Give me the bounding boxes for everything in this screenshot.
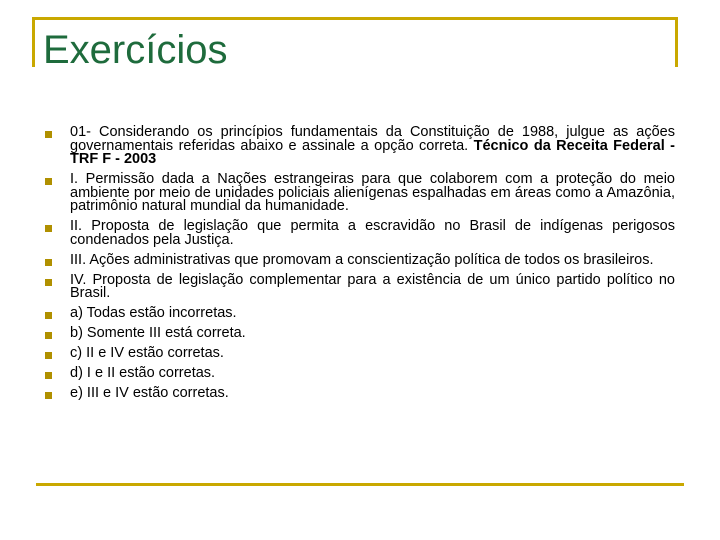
option-text: c) II e IV estão corretas.	[70, 345, 224, 361]
square-bullet-icon	[45, 259, 52, 266]
bullet-item-option-c	[45, 347, 675, 361]
bullet-item-statement-2	[45, 220, 675, 247]
statement-text: IV. Proposta de legislação complementar para a existência de um único partido político no Brasil.	[70, 271, 675, 301]
bullet-item-option-a	[45, 307, 675, 321]
option-text: e) III e IV estão corretas.	[70, 385, 229, 401]
bottom-rule	[36, 483, 684, 486]
title-frame-top-rule	[32, 17, 678, 20]
square-bullet-icon	[45, 225, 52, 232]
bullet-item-statement-1	[45, 173, 675, 214]
square-bullet-icon	[45, 312, 52, 319]
statement-text: II. Proposta de legislação que permita a escravidão no Brasil de indígenas perigosos condenados pela Justiça.	[70, 218, 675, 248]
bullet-list	[45, 126, 675, 407]
square-bullet-icon	[45, 332, 52, 339]
square-bullet-icon	[45, 352, 52, 359]
question-source: Técnico da Receita Federal - TRF F - 2003	[70, 137, 675, 167]
bullet-item-option-b	[45, 327, 675, 341]
statement-text: III. Ações administrativas que promovam a conscientização política de todos os brasileiros.	[70, 251, 654, 268]
square-bullet-icon	[45, 131, 52, 138]
square-bullet-icon	[45, 372, 52, 379]
option-text: d) I e II estão corretas.	[70, 365, 216, 381]
bullet-item-question	[45, 126, 675, 167]
option-text: a) Todas estão incorretas.	[70, 305, 237, 321]
bullet-item-option-e	[45, 387, 675, 401]
question-text: 01- Considerando os princípios fundamentais da Constituição de 1988, julgue as ações governamentais referidas abaixo e assinale a opção correta.	[70, 124, 675, 154]
square-bullet-icon	[45, 392, 52, 399]
square-bullet-icon	[45, 178, 52, 185]
square-bullet-icon	[45, 279, 52, 286]
bullet-item-statement-4	[45, 271, 675, 301]
title-frame-right-rule	[675, 17, 678, 67]
title-frame-left-rule	[32, 17, 35, 67]
option-text: b) Somente III está correta.	[70, 325, 246, 341]
bullet-item-option-d	[45, 367, 675, 381]
slide-title: Exercícios	[43, 28, 228, 72]
statement-text: I. Permissão dada a Nações estrangeiras para que colaborem com a proteção do meio ambiente por meio de unidades policiais alienígenas espalhadas em áreas como a Amazônia, patrimônio natural mundial da humanidade.	[70, 171, 675, 214]
bullet-item-statement-3	[45, 251, 675, 268]
